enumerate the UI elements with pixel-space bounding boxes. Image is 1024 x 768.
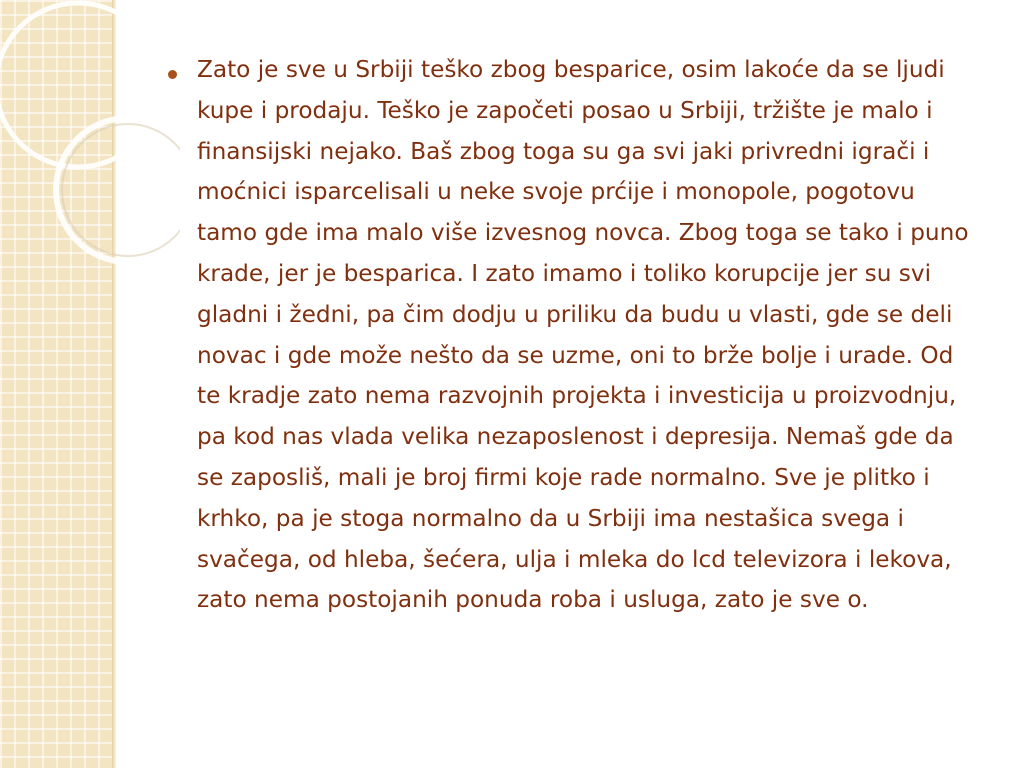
bullet-text: Zato je sve u Srbiji teško zbog besparice, osim lakoće da se ljudi kupe i prodaju. Teško je započeti posao u Srbiji, tržište je malo i finansijski nejako. Baš zbog toga su ga svi jaki privredni igrači i moćnici isparcelisali u neke svoje prćije i monopole, pogotovu tamo gde ima malo više izvesnog novca. Zbog toga se tako i puno krade, jer je besparica. I zato imamo i toliko korupcije jer su svi gladni i žedni, pa čim dodju u priliku da budu u vlasti, gde se deli novac i gde može nešto da se uzme, oni to brže bolje i urade. Od te kradje zato nema razvojnih projekta i investicija u proizvodnju, pa kod nas vlada velika nezaposlenost i depresija. Nemaš gde da se zaposliš, mali je broj firmi koje rade normalno. Sve je plitko i krhko, pa je stoga normalno da u Srbiji ima nestašica svega i svačega, od hleba, šećera, ulja i mleka do lcd televizora i lekova, zato nema postojanih ponuda roba i usluga, zato je sve o. bbox=[197, 56, 969, 614]
decorative-rings bbox=[0, 0, 180, 300]
decorative-ring-small bbox=[56, 118, 180, 262]
bullet-dot-icon bbox=[168, 70, 177, 79]
decorative-ring-small-shadow bbox=[62, 124, 180, 256]
slide-content bbox=[168, 50, 980, 621]
bullet-item bbox=[168, 50, 980, 621]
decorative-ring-large bbox=[0, 3, 160, 167]
